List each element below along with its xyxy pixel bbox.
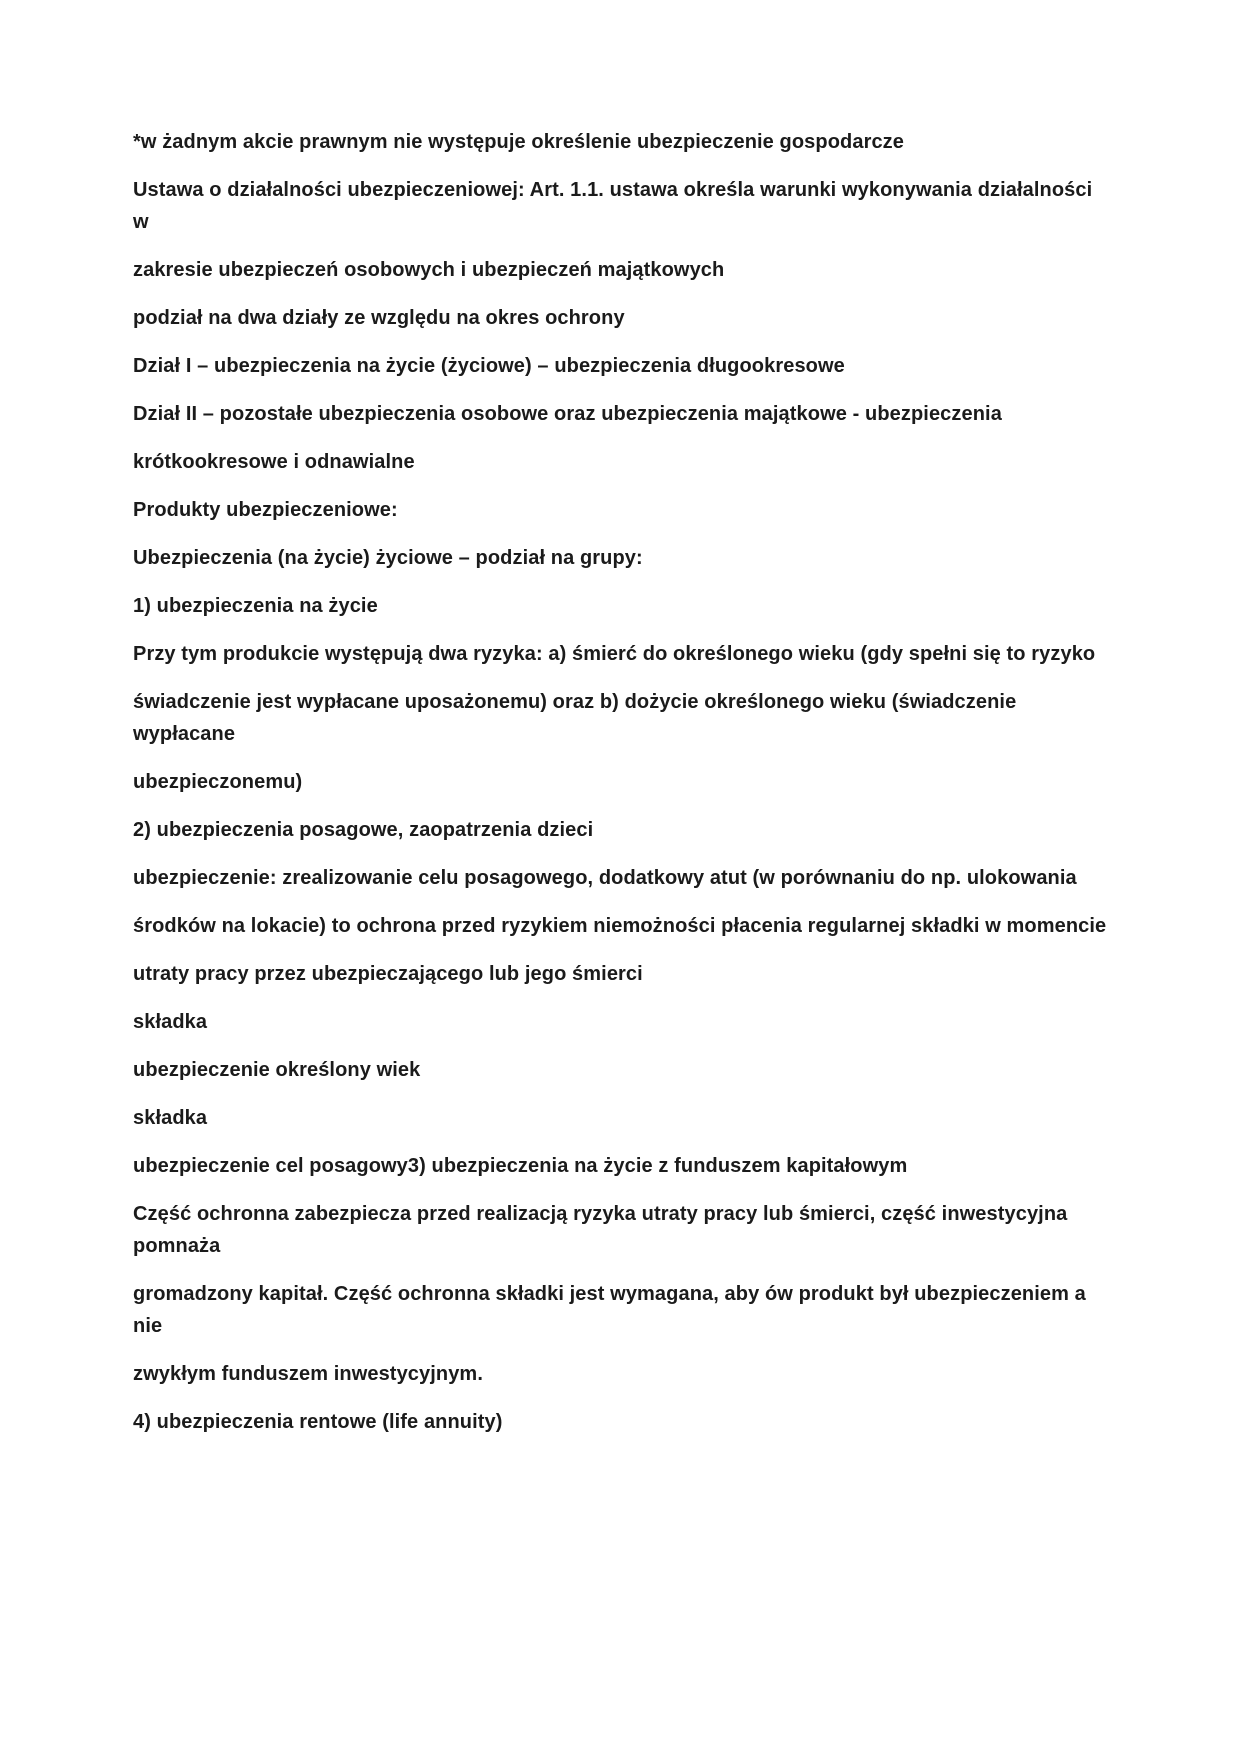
paragraph [133, 910, 1143, 942]
paragraph [133, 862, 1143, 894]
text-line: Ubezpieczenia (na życie) życiowe – podział na grupy: [133, 547, 643, 569]
text-line: gromadzony kapitał. Część ochronna składki jest wymagana, aby ów produkt był ubezpieczeniem a [133, 1283, 1086, 1305]
text-line: świadczenie jest wypłacane uposażonemu) oraz b) dożycie określonego wieku (świadczenie [133, 691, 1017, 713]
text-line: Część ochronna zabezpiecza przed realizacją ryzyka utraty pracy lub śmierci, część inwestycyjna [133, 1203, 1068, 1225]
text-line: utraty pracy przez ubezpieczającego lub jego śmierci [133, 963, 643, 985]
paragraph [133, 350, 1143, 382]
text-line: 4) ubezpieczenia rentowe (life annuity) [133, 1411, 503, 1433]
paragraph [133, 254, 1143, 286]
text-line: podział na dwa działy ze względu na okres ochrony [133, 307, 625, 329]
document-content [133, 126, 1143, 1454]
paragraph [133, 1150, 1143, 1182]
text-line: 1) ubezpieczenia na życie [133, 595, 378, 617]
paragraph [133, 398, 1143, 430]
paragraph [133, 1198, 1143, 1262]
paragraph [133, 494, 1143, 526]
text-line: w [133, 211, 149, 233]
paragraph [133, 1406, 1143, 1438]
paragraph [133, 590, 1143, 622]
text-line: zakresie ubezpieczeń osobowych i ubezpieczeń majątkowych [133, 259, 725, 281]
paragraph [133, 174, 1143, 238]
paragraph [133, 686, 1143, 750]
text-line: Przy tym produkcie występują dwa ryzyka: a) śmierć do określonego wieku (gdy spełni się to ryzyko [133, 643, 1096, 665]
paragraph [133, 302, 1143, 334]
paragraph [133, 1278, 1143, 1342]
text-line: składka [133, 1107, 208, 1129]
text-line: wypłacane [133, 723, 236, 745]
paragraph [133, 1006, 1143, 1038]
text-line: zwykłym funduszem inwestycyjnym. [133, 1363, 483, 1385]
text-line: ubezpieczenie określony wiek [133, 1059, 421, 1081]
paragraph [133, 1102, 1143, 1134]
paragraph [133, 1054, 1143, 1086]
text-line: ubezpieczonemu) [133, 771, 303, 793]
paragraph [133, 542, 1143, 574]
text-line: środków na lokacie) to ochrona przed ryzykiem niemożności płacenia regularnej składki w momencie [133, 915, 1107, 937]
text-line: składka [133, 1011, 208, 1033]
text-line: ubezpieczenie cel posagowy3) ubezpieczenia na życie z funduszem kapitałowym [133, 1155, 908, 1177]
paragraph [133, 446, 1143, 478]
text-line: 2) ubezpieczenia posagowe, zaopatrzenia dzieci [133, 819, 594, 841]
paragraph [133, 958, 1143, 990]
paragraph [133, 126, 1143, 158]
paragraph [133, 814, 1143, 846]
paragraph [133, 766, 1143, 798]
text-line: Dział II – pozostałe ubezpieczenia osobowe oraz ubezpieczenia majątkowe - ubezpieczenia [133, 403, 1002, 425]
text-line: Dział I – ubezpieczenia na życie (życiowe) – ubezpieczenia długookresowe [133, 355, 845, 377]
text-line: nie [133, 1315, 163, 1337]
text-line: Produkty ubezpieczeniowe: [133, 499, 398, 521]
text-line: Ustawa o działalności ubezpieczeniowej: Art. 1.1. ustawa określa warunki wykonywania działalności [133, 179, 1093, 201]
paragraph [133, 638, 1143, 670]
text-line: pomnaża [133, 1235, 221, 1257]
text-line: ubezpieczenie: zrealizowanie celu posagowego, dodatkowy atut (w porównaniu do np. ulokowania [133, 867, 1077, 889]
paragraph [133, 1358, 1143, 1390]
text-line: krótkookresowe i odnawialne [133, 451, 415, 473]
text-line: *w żadnym akcie prawnym nie występuje określenie ubezpieczenie gospodarcze [133, 131, 905, 153]
